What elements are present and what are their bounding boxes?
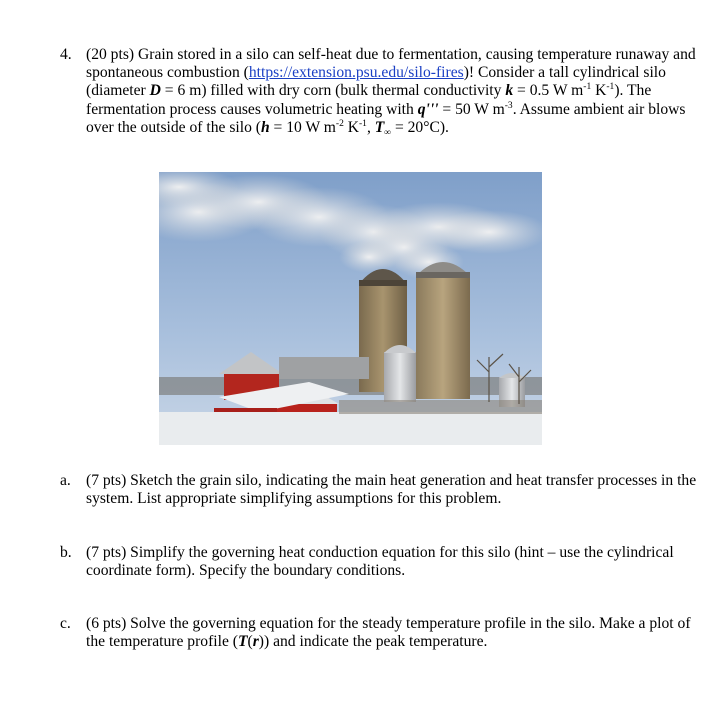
ambient-temperature-symbol: T: [374, 118, 385, 136]
problem-statement: (20 pts) Grain stored in a silo can self-heat due to fermentation, causing temperature runaway and spontaneous combustion (https://extension.psu.edu/silo-fires)! Consider a tall cylindrical silo (diameter D = 6 m) filled with dry corn (bulk thermal conductivity k = 0.5 W $m^{-1}$ $K^{-1}$). The fermentation process causes volumetric heating with q''' = 50 W $m^{-3}$. Assume ambient air blows over the outside of the silo (h = 10 W $m^{-2}$ $K^{-1}$, $T_\infty = 20^\circ C$).: [86, 46, 696, 138]
silo-fire-illustration: [159, 172, 542, 445]
snowy-ground: [159, 412, 542, 445]
part-c-label: c.: [60, 615, 71, 632]
part-c-text: Solve the governing equation for the steady temperature profile in the silo. Make a plot of the temperature profile (: [86, 615, 691, 651]
distant-treeline: [159, 377, 542, 395]
convection-coefficient-symbol: h: [260, 118, 270, 136]
diameter-symbol: D: [149, 82, 161, 100]
steel-bin: [384, 345, 416, 402]
part-b-text: Simplify the governing heat conduction equation for this silo (hint – use the cylindrical coordinate form). Specify the boundary conditions.: [86, 544, 674, 580]
problem-4: [60, 46, 700, 137]
part-c-points: (6 pts): [86, 615, 127, 632]
radius-variable: r: [252, 633, 259, 651]
part-a: [60, 472, 700, 508]
part-a-text: Sketch the grain silo, indicating the main heat generation and heat transfer processes in the system. List appropriate simplifying assumptions for this problem.: [86, 472, 697, 508]
heat-generation-symbol: q''': [417, 100, 439, 118]
part-b-label: b.: [60, 544, 72, 561]
part-a-label: a.: [60, 472, 71, 489]
part-a-points: (7 pts): [86, 472, 127, 489]
silo-fire-photo: [159, 172, 542, 445]
part-b-points: (7 pts): [86, 544, 127, 561]
silo-right: [416, 262, 470, 399]
problem-points: (20 pts): [86, 46, 135, 63]
part-c: c. (6 pts) Solve the governing equation for the steady temperature profile in the silo. Make a plot of the temperature profile (T(r)) and indicate the peak temperature.: [60, 615, 691, 651]
part-b: [60, 544, 700, 580]
conductivity-symbol: k: [505, 82, 514, 100]
problem-number: 4.: [60, 46, 72, 63]
silo-fires-link[interactable]: https://extension.psu.edu/silo-fires: [248, 64, 464, 82]
temperature-function: T: [237, 633, 248, 651]
